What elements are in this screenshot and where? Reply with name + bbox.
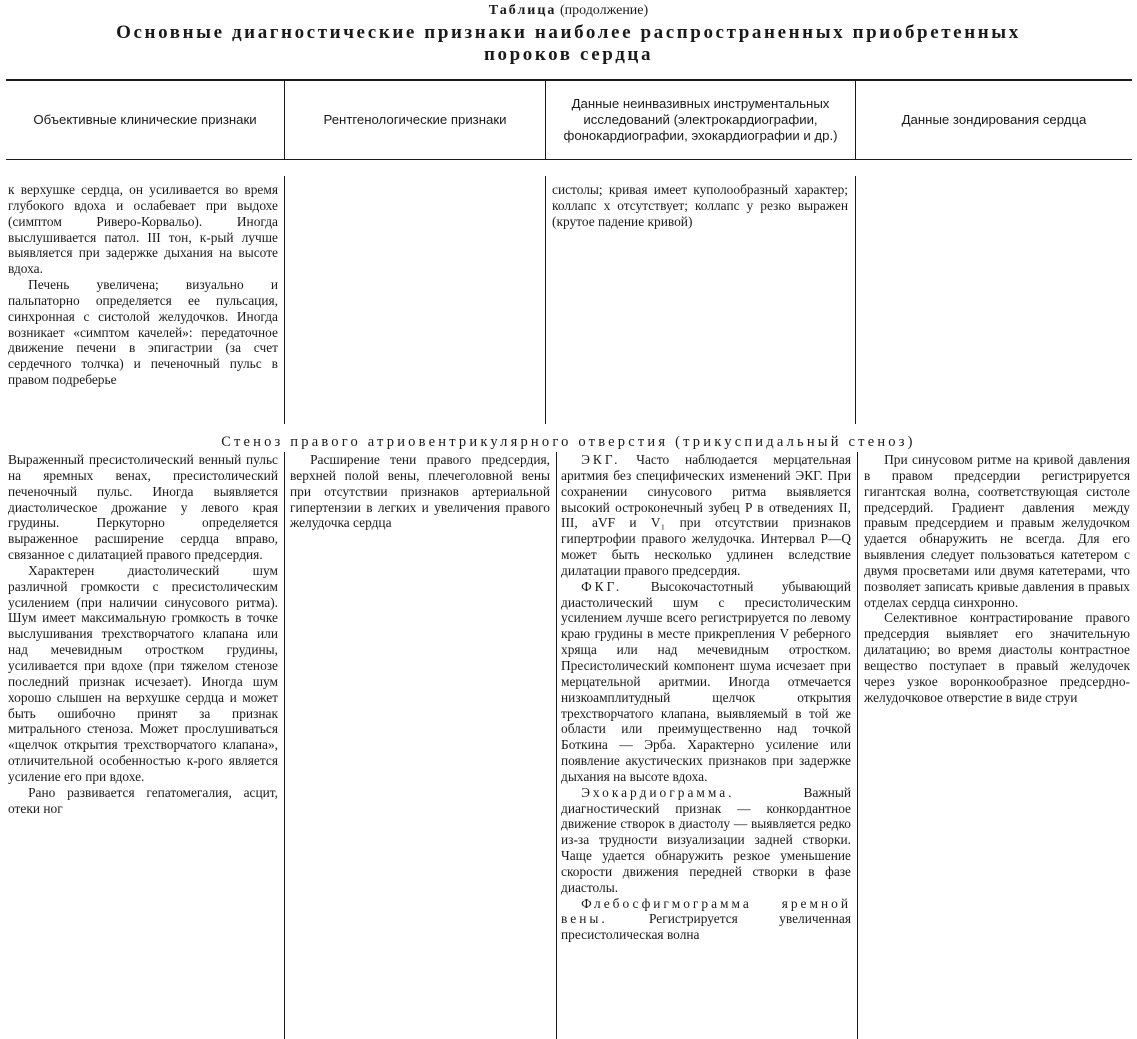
row1-clinical-para-2: Печень увеличена; визуально и пальпаторно определяется ее пульсация, синхронная с систолой желудочков. Иногда возникает «симптом качелей»: передаточное движение печени в эпигастрии (за счет сердечного толчка) и печеночный пульс в правом подреберье [8, 277, 278, 388]
row2-clinical-cell [8, 452, 278, 816]
fkg-label: ФКГ. [581, 578, 623, 594]
header-xray: Рентгенологические признаки [323, 112, 507, 127]
row2-divider-3 [857, 452, 858, 1039]
header-noninvasive: Данные неинвазивных инструментальных исследований (электрокардиографии, фонокардиографии, эхокардиографии и др.) [563, 96, 838, 143]
row2-clinical-para-2: Характерен диастолический шум различной громкости с пресистолическим усилением (при наличии синусового ритма). Шум имеет максимальную громкость в точке выслушивания трехстворчатого клапана или над мечевидным отростком грудины, усиливается при вдохе (при тяжелом стенозе последний признак исчезает). Иногда шум хорошо слышен на верхушке сердца и может быть ошибочно принят за признак митрального стеноза. Может прослушиваться «щелчок открытия трехстворчатого клапана», отличительной особенностью к-рого является усиление его при вдохе. [8, 562, 278, 784]
fkg-text: Высокочастотный убывающий диастолический шум с пресистолическим усилением лучше всего регистрируется по левому краю грудины в месте прикрепления V реберного хряща или над мечевидным отростком. Пресистолический компонент шума исчезает при мерцательной аритмии. Иногда отмечается низкоамплитудный щелчок открытия трехстворчатого клапана, выявляемый в той же области или преимущественно над точкой Боткина — Эрба. Характерно усиление или появление акустических признаков при задержке дыхания на высоте вдоха. [561, 578, 851, 784]
table-title [0, 22, 1137, 66]
table-title-line1: Основные диагностические признаки наиболее распространенных приобретенных [116, 22, 1021, 43]
row1-divider-3 [855, 176, 856, 424]
row1-noninvasive-cell [552, 182, 848, 230]
phlebo-text: Регистрируется увеличенная пресистолическая волна [561, 911, 851, 943]
row1-clinical-para-1: к верхушке сердца, он усиливается во время глубокого вдоха и ослабевает при выдохе (симптом Риверо-Корвальо). Иногда выслушивается патол. III тон, к-рый лучше выявляется при задержке дыхания на высоте вдоха. [8, 182, 278, 277]
row1-divider-2 [545, 176, 546, 424]
ekg-label: ЭКГ. [581, 452, 621, 467]
row1-divider-1 [284, 176, 285, 424]
row2-ekg-para [561, 452, 851, 579]
row1-noninvasive-para-1: систолы; кривая имеет куполообразный характер; коллапс x отсутствует; коллапс y резко выражен (крутое падение кривой) [552, 182, 848, 229]
row2-catheterization-para-2: Селективное контрастирование правого предсердия выявляет его значительную дилатацию; во время диастолы контрастное вещество поступает в правый желудочек через узкое воронкообразное предсердно-желудочковое отверстие в виде струи [864, 610, 1130, 705]
row2-noninvasive-cell [561, 452, 851, 943]
row1-clinical-cell [8, 182, 278, 388]
ekg-text: Часто наблюдается мерцательная аритмия без специфических изменений ЭКГ. При сохранении синусового ритма выявляется высокий остроконечный зубец P в отведениях II, III, aVF и V₁ при отсутствии признаков гипертрофии правого желудочка. Интервал P—Q может быть несколько удлинен вследствие дилатации правого предсердия. [561, 452, 851, 578]
row2-phlebo-para [561, 896, 851, 944]
row2-divider-2 [556, 452, 557, 1039]
row2-fkg-para [561, 579, 851, 785]
row2-clinical-para-3: Рано развивается гепатомегалия, асцит, отеки ног [8, 784, 278, 816]
table-caption-label: Таблица [488, 3, 557, 18]
echo-text: Важный диагностический признак — конкордантное движение створок в диастолу — выявляется редко из-за трудности визуализации задней створки. Чаще удается обнаружить резкое уменьшение скорости движения передней створки в фазе диастолы. [561, 784, 851, 895]
header-catheterization: Данные зондирования сердца [901, 112, 1087, 127]
row2-catheterization-para-1: При синусовом ритме на кривой давления в правом предсердии регистрируется гигантская волна, соответствующая систоле предсердий. Градиент давления между правым предсердием и правым желудочком удается обнаружить не всегда. Для его выявления следует пользоваться катетером с двумя просветами или двумя катетерами, что позволяет записать кривые давления в правых отделах сердца синхронно. [864, 452, 1130, 610]
row2-divider-1 [284, 452, 285, 1039]
header-top-rule [6, 79, 1132, 81]
row2-echo-para [561, 785, 851, 896]
row2-xray-cell [290, 452, 550, 531]
row2-xray-para-1: Расширение тени правого предсердия, верхней полой вены, плечеголовной вены при отсутствии признаков артериальной гипертензии в легких и увеличения правого желудочка сердца [290, 452, 550, 531]
echo-label: Эхокардиограмма. [581, 784, 735, 800]
table-caption-suffix: (продолжение) [559, 3, 649, 18]
row2-catheterization-cell [864, 452, 1130, 706]
section-title-tricuspid-stenosis: Стеноз правого атриовентрикулярного отверстия (трикуспидальный стеноз) [221, 434, 916, 450]
header-clinical: Объективные клинические признаки [33, 112, 257, 127]
table-caption [0, 2, 1137, 20]
header-bottom-rule [6, 159, 1132, 160]
phlebo-label: Флебосфигмограмма яремной вены. [561, 895, 851, 927]
table-title-line2: пороков сердца [483, 44, 654, 65]
row2-clinical-para-1: Выраженный пресистолический венный пульс на яремных венах, пресистолический печеночный пульс. Иногда выявляется диастолическое дрожание у левого края грудины. Перкуторно определяется выраженное расширение сердца вправо, связанное с дилатацией правого предсердия. [8, 452, 278, 563]
